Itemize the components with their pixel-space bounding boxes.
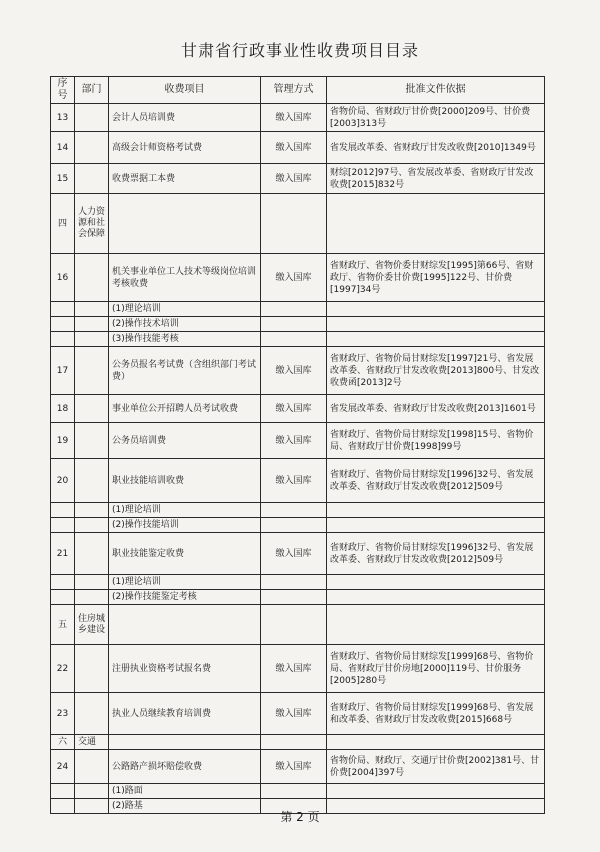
cell-no: 四 xyxy=(51,194,75,254)
cell-dept xyxy=(75,395,109,423)
cell-mgmt: 缴入国库 xyxy=(261,423,327,459)
cell-no: 21 xyxy=(51,533,75,575)
cell-no: 14 xyxy=(51,132,75,164)
cell-mgmt: 缴入国库 xyxy=(261,347,327,395)
table-row xyxy=(51,332,545,347)
cell-basis xyxy=(327,317,545,332)
table-row xyxy=(51,459,545,503)
cell-no: 15 xyxy=(51,164,75,194)
cell-dept xyxy=(75,317,109,332)
cell-no xyxy=(51,575,75,590)
cell-basis xyxy=(327,735,545,750)
table-row xyxy=(51,750,545,784)
cell-no xyxy=(51,503,75,518)
cell-dept xyxy=(75,302,109,317)
cell-mgmt xyxy=(261,590,327,605)
cell-dept xyxy=(75,104,109,132)
cell-dept xyxy=(75,750,109,784)
cell-mgmt: 缴入国库 xyxy=(261,395,327,423)
table-row xyxy=(51,518,545,533)
cell-item: (1)理论培训 xyxy=(109,575,261,590)
cell-item: 事业单位公开招聘人员考试收费 xyxy=(109,395,261,423)
cell-mgmt xyxy=(261,575,327,590)
fee-items-table xyxy=(50,76,545,814)
cell-basis xyxy=(327,784,545,799)
cell-dept: 人力资源和社会保障 xyxy=(75,194,109,254)
cell-no: 17 xyxy=(51,347,75,395)
table-row xyxy=(51,347,545,395)
cell-basis: 省财政厅、省物价委甘财综发[1995]第66号、省财政厅、省物价委甘价费[1995]122号、甘价费[1997]34号 xyxy=(327,254,545,302)
table-row xyxy=(51,395,545,423)
table-row xyxy=(51,645,545,693)
cell-basis: 省财政厅、省物价局甘财综发[1996]32号、省发展改革委、省财政厅甘发改收费[2012]509号 xyxy=(327,459,545,503)
section-row xyxy=(51,735,545,750)
cell-no xyxy=(51,590,75,605)
cell-basis xyxy=(327,503,545,518)
header-basis: 批准文件依据 xyxy=(327,77,545,104)
cell-item: (1)理论培训 xyxy=(109,302,261,317)
cell-basis xyxy=(327,575,545,590)
cell-item: 职业技能鉴定收费 xyxy=(109,533,261,575)
cell-item: 会计人员培训费 xyxy=(109,104,261,132)
cell-no: 13 xyxy=(51,104,75,132)
table-row xyxy=(51,132,545,164)
cell-dept xyxy=(75,332,109,347)
cell-mgmt xyxy=(261,302,327,317)
cell-basis xyxy=(327,518,545,533)
cell-item: (2)操作技能培训 xyxy=(109,518,261,533)
cell-dept xyxy=(75,347,109,395)
cell-basis xyxy=(327,605,545,645)
cell-no xyxy=(51,518,75,533)
cell-dept xyxy=(75,693,109,735)
cell-dept xyxy=(75,784,109,799)
cell-mgmt: 缴入国库 xyxy=(261,693,327,735)
header-item: 收费项目 xyxy=(109,77,261,104)
cell-item xyxy=(109,605,261,645)
cell-no: 五 xyxy=(51,605,75,645)
cell-basis xyxy=(327,590,545,605)
cell-item: 公务员培训费 xyxy=(109,423,261,459)
cell-dept: 交通 xyxy=(75,735,109,750)
header-no: 序号 xyxy=(51,77,75,104)
cell-basis xyxy=(327,302,545,317)
cell-item: (3)操作技能考核 xyxy=(109,332,261,347)
cell-item: 注册执业资格考试报名费 xyxy=(109,645,261,693)
cell-dept xyxy=(75,132,109,164)
cell-basis: 省财政厅、省物价局甘财综发[1998]15号、省物价局、省财政厅甘价费[1998]99号 xyxy=(327,423,545,459)
cell-no: 20 xyxy=(51,459,75,503)
table-row xyxy=(51,104,545,132)
cell-item: 职业技能培训收费 xyxy=(109,459,261,503)
cell-no: 19 xyxy=(51,423,75,459)
section-row xyxy=(51,605,545,645)
cell-basis: 省物价局、财政厅、交通厅甘价费[2002]381号、甘价费[2004]397号 xyxy=(327,750,545,784)
cell-mgmt: 缴入国库 xyxy=(261,533,327,575)
cell-no: 18 xyxy=(51,395,75,423)
cell-item: 执业人员继续教育培训费 xyxy=(109,693,261,735)
cell-no: 六 xyxy=(51,735,75,750)
section-row xyxy=(51,194,545,254)
table-row xyxy=(51,575,545,590)
cell-mgmt xyxy=(261,735,327,750)
cell-no: 24 xyxy=(51,750,75,784)
header-dept: 部门 xyxy=(75,77,109,104)
table-row xyxy=(51,302,545,317)
table-row xyxy=(51,317,545,332)
table-row xyxy=(51,503,545,518)
cell-basis: 省发展改革委、省财政厅甘发改收费[2013]1601号 xyxy=(327,395,545,423)
cell-item: (1)理论培训 xyxy=(109,503,261,518)
cell-item: (2)路基 xyxy=(109,799,261,814)
cell-item: (2)操作技能鉴定考核 xyxy=(109,590,261,605)
table-header-row xyxy=(51,77,545,104)
cell-item: (1)路面 xyxy=(109,784,261,799)
cell-item: 收费票据工本费 xyxy=(109,164,261,194)
cell-item: 高级会计师资格考试费 xyxy=(109,132,261,164)
cell-item: (2)操作技术培训 xyxy=(109,317,261,332)
cell-no xyxy=(51,302,75,317)
cell-mgmt: 缴入国库 xyxy=(261,645,327,693)
cell-item: 机关事业单位工人技术等级岗位培训考核收费 xyxy=(109,254,261,302)
cell-item: 公路路产损坏赔偿收费 xyxy=(109,750,261,784)
cell-mgmt: 缴入国库 xyxy=(261,104,327,132)
cell-basis: 省财政厅、省物价局甘财综发[1996]32号、省发展改革委、省财政厅甘发改收费[2012]509号 xyxy=(327,533,545,575)
cell-dept: 住房城乡建设 xyxy=(75,605,109,645)
cell-item: 公务员报名考试费（含组织部门考试费） xyxy=(109,347,261,395)
cell-basis xyxy=(327,194,545,254)
cell-no: 23 xyxy=(51,693,75,735)
cell-mgmt xyxy=(261,784,327,799)
cell-mgmt: 缴入国库 xyxy=(261,750,327,784)
cell-basis: 省物价局、省财政厅甘价费[2000]209号、甘价费[2003]313号 xyxy=(327,104,545,132)
table-row xyxy=(51,164,545,194)
cell-no xyxy=(51,317,75,332)
cell-no xyxy=(51,332,75,347)
table-row xyxy=(51,423,545,459)
table-row xyxy=(51,784,545,799)
cell-mgmt xyxy=(261,605,327,645)
cell-mgmt: 缴入国库 xyxy=(261,459,327,503)
table-row xyxy=(51,254,545,302)
cell-basis: 省财政厅、省物价局甘财综发[1997]21号、省发展改革委、省财政厅甘发改收费[2013]800号、甘发改收费函[2013]2号 xyxy=(327,347,545,395)
cell-dept xyxy=(75,590,109,605)
page-number: 第 2 页 xyxy=(280,810,320,824)
table-row xyxy=(51,533,545,575)
cell-basis: 财综[2012]97号、省发展改革委、省财政厅甘发改收费[2015]832号 xyxy=(327,164,545,194)
cell-basis: 省财政厅、省物价局甘财综发[1999]68号、省发展和改革委、省财政厅甘发改收费[2015]668号 xyxy=(327,693,545,735)
table-row xyxy=(51,693,545,735)
cell-mgmt xyxy=(261,317,327,332)
cell-mgmt: 缴入国库 xyxy=(261,254,327,302)
cell-dept xyxy=(75,575,109,590)
cell-basis: 省财政厅、省物价局甘财综发[1999]68号、省物价局、省财政厅甘价房地[2000]119号、甘价服务[2005]280号 xyxy=(327,645,545,693)
cell-item xyxy=(109,194,261,254)
cell-mgmt: 缴入国库 xyxy=(261,132,327,164)
cell-dept xyxy=(75,533,109,575)
cell-dept xyxy=(75,518,109,533)
cell-mgmt xyxy=(261,518,327,533)
cell-dept xyxy=(75,164,109,194)
cell-basis xyxy=(327,332,545,347)
cell-mgmt xyxy=(261,332,327,347)
cell-basis: 省发展改革委、省财政厅甘发改收费[2010]1349号 xyxy=(327,132,545,164)
header-mgmt: 管理方式 xyxy=(261,77,327,104)
cell-mgmt: 缴入国库 xyxy=(261,164,327,194)
cell-dept xyxy=(75,645,109,693)
cell-dept xyxy=(75,254,109,302)
cell-item xyxy=(109,735,261,750)
cell-mgmt xyxy=(261,503,327,518)
table-row xyxy=(51,590,545,605)
cell-no xyxy=(51,784,75,799)
cell-dept xyxy=(75,503,109,518)
cell-dept xyxy=(75,459,109,503)
document-title: 甘肃省行政事业性收费项目目录 xyxy=(180,41,419,60)
cell-mgmt xyxy=(261,194,327,254)
cell-no: 16 xyxy=(51,254,75,302)
cell-dept xyxy=(75,423,109,459)
cell-no: 22 xyxy=(51,645,75,693)
